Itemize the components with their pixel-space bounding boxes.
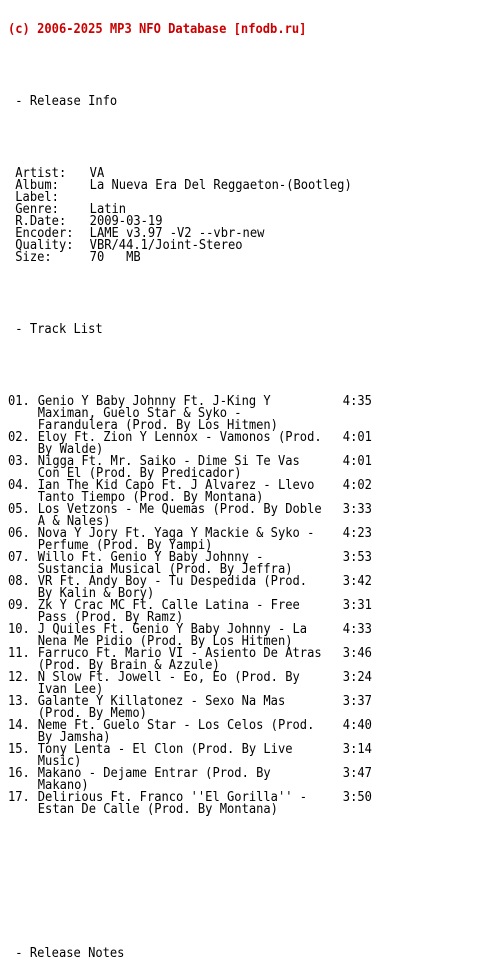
- track-title: By Jamsha): [37, 730, 111, 745]
- blank-line: [8, 60, 447, 72]
- track-title: N Slow Ft. Jowell - Eo, Eo (Prod. By: [37, 670, 300, 685]
- release-notes-heading: - Release Notes: [8, 946, 125, 961]
- release-info-value: La Nueva Era Del Reggaeton-(Bootleg): [89, 178, 352, 193]
- release-info-label: Album:: [15, 178, 59, 193]
- track-number: 01.: [8, 394, 30, 409]
- track-duration: 4:01: [342, 430, 372, 445]
- track-row: [8, 768, 447, 780]
- blank-line: [8, 912, 447, 924]
- track-title: Galante Y Killatonez - Sexo Na Mas: [37, 694, 286, 709]
- track-title: Music): [37, 754, 82, 769]
- release-info-value: LAME v3.97 -V2 --vbr-new: [89, 226, 265, 241]
- release-info-heading: - Release Info: [8, 94, 118, 109]
- track-title: Farandulera (Prod. By Los Hitmen): [37, 418, 278, 433]
- track-number: 08.: [8, 574, 30, 589]
- release-info-value: 70 MB: [89, 250, 141, 265]
- track-title: A & Nales): [37, 514, 111, 529]
- release-info-label: Encoder:: [15, 226, 74, 241]
- track-title: Farruco Ft. Mario VI - Asiento De Atras: [37, 646, 322, 661]
- track-duration: 4:35: [342, 394, 372, 409]
- track-duration: 4:02: [342, 478, 372, 493]
- track-title: Los Vetzons - Me Quemas (Prod. By Doble: [37, 502, 322, 517]
- track-duration: 3:31: [342, 598, 372, 613]
- release-info-row: [8, 192, 447, 204]
- nfo-document: [8, 0, 480, 972]
- track-title: Pass (Prod. By Ramz): [37, 610, 184, 625]
- track-duration: 3:46: [342, 646, 372, 661]
- track-number: 13.: [8, 694, 30, 709]
- track-row-continuation: [8, 732, 447, 744]
- release-info-label: Size:: [15, 250, 52, 265]
- track-duration: 3:33: [342, 502, 372, 517]
- blank-line: [8, 132, 447, 144]
- track-number: 11.: [8, 646, 30, 661]
- track-row: [8, 792, 447, 804]
- track-title: Nena Me Pidio (Prod. By Los Hitmen): [37, 634, 293, 649]
- release-info-value: VA: [89, 166, 105, 181]
- track-number: 14.: [8, 718, 30, 733]
- release-info-label: Label:: [15, 190, 59, 205]
- track-number: 09.: [8, 598, 30, 613]
- track-number: 06.: [8, 526, 30, 541]
- track-title: Makano): [37, 778, 89, 793]
- blank-line: [8, 876, 447, 888]
- release-info-row: [8, 252, 447, 264]
- track-number: 05.: [8, 502, 30, 517]
- track-title: Willo Ft. Genio Y Baby Johnny -: [37, 550, 264, 565]
- track-number: 17.: [8, 790, 30, 805]
- track-number: 03.: [8, 454, 30, 469]
- track-title: Con El (Prod. By Predicador): [37, 466, 242, 481]
- track-number: 15.: [8, 742, 30, 757]
- track-title: J Quiles Ft. Genio Y Baby Johnny - La: [37, 622, 308, 637]
- blank-line: [8, 840, 447, 852]
- track-list-heading: - Track List: [8, 322, 103, 337]
- track-title: Delirious Ft. Franco ''El Gorilla'' -: [37, 790, 308, 805]
- track-row-continuation: [8, 708, 447, 720]
- track-list-block: [8, 396, 480, 816]
- blank-line: [8, 360, 447, 372]
- site-header: (c) 2006-2025 MP3 NFO Database [nfodb.ru]: [8, 22, 307, 37]
- track-duration: 3:14: [342, 742, 372, 757]
- track-duration: 3:50: [342, 790, 372, 805]
- track-title: (Prod. By Memo): [37, 706, 147, 721]
- track-title: Genio Y Baby Johnny Ft. J-King Y: [37, 394, 271, 409]
- track-number: 07.: [8, 550, 30, 565]
- track-row: [8, 720, 447, 732]
- indent: [8, 250, 15, 265]
- release-info-value: 2009-03-19: [89, 214, 163, 229]
- release-info-value: Latin: [89, 202, 127, 217]
- release-info-label: Artist:: [15, 166, 67, 181]
- track-title: Makano - Dejame Entrar (Prod. By: [37, 766, 271, 781]
- track-title: By Walde): [37, 442, 104, 457]
- track-duration: 3:37: [342, 694, 372, 709]
- track-number: 10.: [8, 622, 30, 637]
- release-info-row: [8, 240, 447, 252]
- track-row-continuation: [8, 780, 447, 792]
- release-info-row: [8, 180, 447, 192]
- track-duration: 3:24: [342, 670, 372, 685]
- track-duration: 3:53: [342, 550, 372, 565]
- release-info-label: Genre:: [15, 202, 59, 217]
- track-title: Ian The Kid Capo Ft. J Alvarez - Llevo: [37, 478, 315, 493]
- track-title: Maximan, Guelo Star & Syko -: [37, 406, 242, 421]
- track-number: 12.: [8, 670, 30, 685]
- track-row-continuation: [8, 804, 447, 816]
- release-info-label: Quality:: [15, 238, 74, 253]
- track-row: [8, 744, 447, 756]
- track-number: 02.: [8, 430, 30, 445]
- release-info-block: [8, 168, 480, 264]
- track-title: (Prod. By Brain & Azzule): [37, 658, 220, 673]
- track-duration: 3:47: [342, 766, 372, 781]
- track-title: Perfume (Prod. By Yampi): [37, 538, 213, 553]
- track-title: Eloy Ft. Zion Y Lennox - Vamonos (Prod.: [37, 430, 322, 445]
- track-title: Estan De Calle (Prod. By Montana): [37, 802, 278, 817]
- track-title: Nova Y Jory Ft. Yaga Y Mackie & Syko -: [37, 526, 315, 541]
- track-title: Zk Y Crac MC Ft. Calle Latina - Free: [37, 598, 300, 613]
- track-title: Tony Lenta - El Clon (Prod. By Live: [37, 742, 293, 757]
- track-duration: 4:23: [342, 526, 372, 541]
- release-info-row: [8, 204, 447, 216]
- track-title: VR Ft. Andy Boy - Tu Despedida (Prod.: [37, 574, 308, 589]
- track-number: 04.: [8, 478, 30, 493]
- track-number: 16.: [8, 766, 30, 781]
- release-info-value: VBR/44.1/Joint-Stereo: [89, 238, 243, 253]
- track-title: Tanto Tiempo (Prod. By Montana): [37, 490, 264, 505]
- track-title: Sustancia Musical (Prod. By Jeffra): [37, 562, 293, 577]
- track-title: Ivan Lee): [37, 682, 104, 697]
- track-title: Neme Ft. Guelo Star - Los Celos (Prod.: [37, 718, 315, 733]
- track-duration: 4:33: [342, 622, 372, 637]
- track-duration: 4:40: [342, 718, 372, 733]
- release-info-label: R.Date:: [15, 214, 67, 229]
- track-row-continuation: [8, 756, 447, 768]
- track-duration: 3:42: [342, 574, 372, 589]
- track-title: Nigga Ft. Mr. Saiko - Dime Si Te Vas: [37, 454, 300, 469]
- blank-line: [8, 288, 447, 300]
- track-duration: 4:01: [342, 454, 372, 469]
- track-title: By Kalin & Bory): [37, 586, 155, 601]
